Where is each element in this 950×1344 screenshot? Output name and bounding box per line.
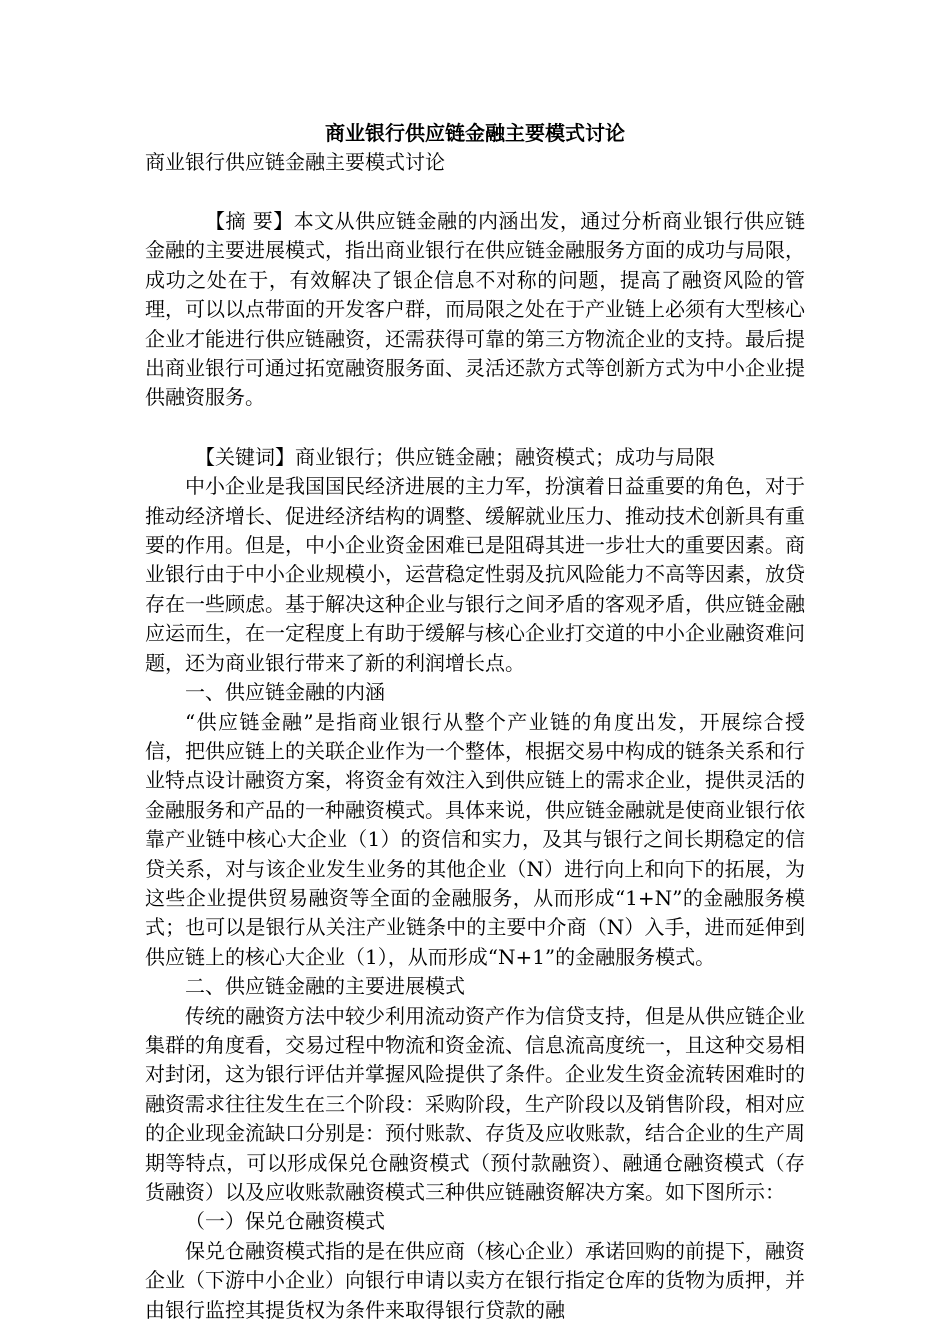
document-title: 商业银行供应链金融主要模式讨论 xyxy=(325,121,625,145)
document-page xyxy=(145,118,805,1325)
keywords-paragraph: 【关键词】商业银行；供应链金融；融资模式；成功与局限 xyxy=(195,444,715,469)
section-2-heading: 二、供应链金融的主要进展模式 xyxy=(185,974,465,999)
section-2-paragraph: 传统的融资方法中较少利用流动资产作为信贷支持，但是从供应链企业集群的角度看，交易过程中物流和资金流、信息流高度统一，且这种交易相对封闭，这为银行评估并掌握风险提供了条件。企业发生资金流转困难时的融资需求往往发生在三个阶段：采购阶段，生产阶段以及销售阶段，相对应的企业现金流缺口分别是：预付账款、存货及应收账款，结合企业的生产周期等特点，可以形成保兑仓融资模式（预付款融资）、融通仓融资模式（存货融资）以及应收账款融资模式三种供应链融资解决方案。如下图所示： xyxy=(145,1003,805,1204)
abstract-paragraph: 【摘 要】本文从供应链金融的内涵出发，通过分析商业银行供应链金融的主要进展模式，指出商业银行在供应链金融服务方面的成功与局限，成功之处在于，有效解决了银企信息不对称的问题，提高了融资风险的管理，可以以点带面的开发客户群，而局限之处在于产业链上必须有大型核心企业才能进行供应链融资，还需获得可靠的第三方物流企业的支持。最后提出商业银行可通过拓宽融资服务面、灵活还款方式等创新方式为中小企业提供融资服务。 xyxy=(145,209,805,410)
spacer xyxy=(145,413,805,443)
subsection-1-heading: （一）保兑仓融资模式 xyxy=(185,1209,385,1234)
section-1-paragraph: “供应链金融”是指商业银行从整个产业链的角度出发，开展综合授信，把供应链上的关联企业作为一个整体，根据交易中构成的链条关系和行业特点设计融资方案，将资金有效注入到供应链上的需求企业，提供灵活的金融服务和产品的一种融资模式。具体来说，供应链金融就是使商业银行依靠产业链中核心大企业（1）的资信和实力，及其与银行之间长期稳定的信贷关系，对与该企业发生业务的其他企业（N）进行向上和向下的拓展，为这些企业提供贸易融资等全面的金融服务，从而形成“1+N”的金融服务模式；也可以是银行从关注产业链条中的主要中介商（N）入手，进而延伸到供应链上的核心大企业（1），从而形成“N+1”的金融服务模式。 xyxy=(145,709,805,969)
subsection-1-paragraph: 保兑仓融资模式指的是在供应商（核心企业）承诺回购的前提下，融资企业（下游中小企业）向银行申请以卖方在银行指定仓库的货物为质押，并由银行监控其提货权为条件来取得银行贷款的融 xyxy=(145,1238,805,1322)
document-subtitle: 商业银行供应链金融主要模式讨论 xyxy=(145,150,445,174)
section-1-heading: 一、供应链金融的内涵 xyxy=(185,680,385,705)
intro-paragraph: 中小企业是我国国民经济进展的主力军，扮演着日益重要的角色，对于推动经济增长、促进经济结构的调整、缓解就业压力、推动技术创新具有重要的作用。但是，中小企业资金困难已是阻碍其进一步壮大的重要因素。商业银行由于中小企业规模小，运营稳定性弱及抗风险能力不高等因素，放贷存在一些顾虑。基于解决这种企业与银行之间矛盾的客观矛盾，供应链金融应运而生，在一定程度上有助于缓解与核心企业打交道的中小企业融资难问题，还为商业银行带来了新的利润增长点。 xyxy=(145,474,805,675)
spacer xyxy=(145,177,805,207)
